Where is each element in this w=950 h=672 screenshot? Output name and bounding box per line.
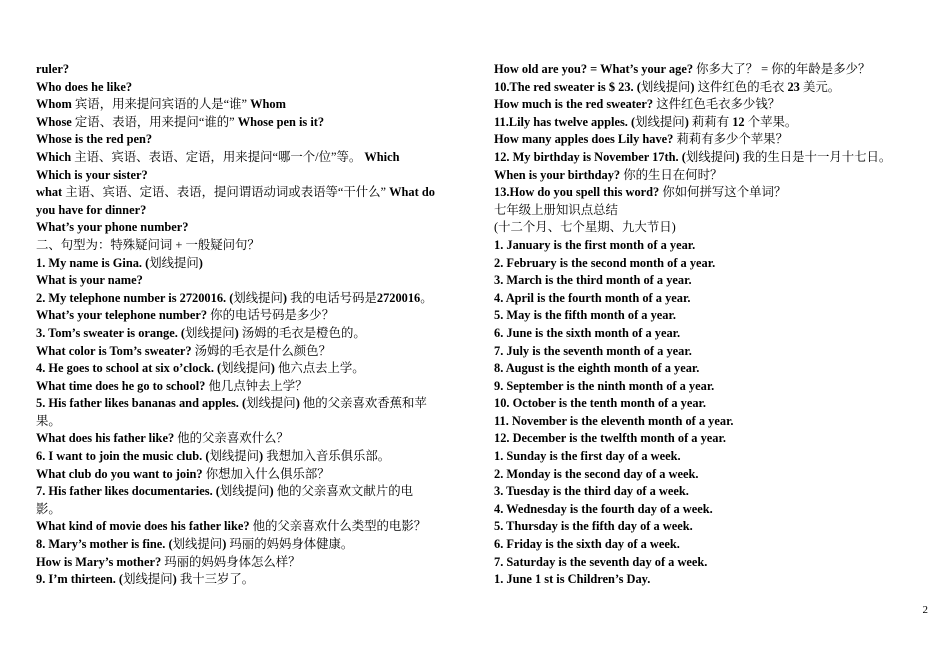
text-run: 我的电话号码是 [290, 290, 377, 305]
text-line [494, 96, 934, 114]
text-line [36, 378, 470, 396]
text-run: 6. June is the sixth month of a year. [494, 325, 681, 340]
text-run: 4. Wednesday is the fourth day of a week. [494, 501, 713, 516]
text-run: 划线提问 [685, 149, 736, 164]
text-line [36, 290, 470, 308]
text-line [36, 255, 470, 273]
text-line [36, 237, 470, 255]
text-run: 这件红色毛衣多少钱？ [653, 97, 781, 112]
text-run: 定语、表语，用来提问“谁的” [71, 114, 238, 129]
text-run: 10. October is the tenth month of a year. [494, 396, 707, 411]
text-run: 他六点去上学。 [277, 361, 365, 376]
text-run: 果。 [36, 413, 61, 428]
text-line [494, 343, 934, 361]
text-line [36, 360, 470, 378]
text-run: ) [234, 325, 242, 340]
text-line [494, 466, 934, 484]
text-run: 12. My birthday is November 17th. ( [494, 149, 686, 164]
text-line [36, 61, 470, 79]
text-run: 划线提问 [221, 361, 271, 376]
text-line [36, 202, 470, 220]
text-run: ) [295, 396, 303, 411]
text-run: Whose pen is it? [237, 114, 325, 129]
text-run: 2. My telephone number is 2720016. ( [36, 290, 234, 305]
text-line [36, 272, 470, 290]
text-run: 8. August is the eighth month of a year. [494, 361, 700, 376]
text-run: 划线提问 [246, 396, 296, 411]
text-run: When is your birthday? [494, 167, 621, 182]
text-line [36, 554, 470, 572]
text-run: 划线提问 [149, 255, 199, 270]
text-run: 主语、宾语、定语、表语，提问谓语动词或表语等“干什么” [62, 185, 390, 200]
text-line [494, 413, 934, 431]
text-run: 七年级上册知识点总结 [494, 202, 618, 217]
text-run: ) [269, 484, 277, 499]
text-run: 3. March is the third month of a year. [494, 273, 692, 288]
text-run: 1. January is the first month of a year. [494, 237, 696, 252]
text-run: 9. September is the ninth month of a year. [494, 378, 715, 393]
text-run: 宾语，用来提问宾语的人是“谁” [71, 97, 251, 112]
text-run: ) [172, 572, 180, 587]
text-run: 11.Lily has twelve apples. ( [494, 114, 636, 129]
text-line [494, 501, 934, 519]
left-column [36, 61, 470, 589]
text-run: 他的父亲喜欢香蕉和苹 [302, 396, 427, 411]
text-run: How is Mary’s mother? [36, 554, 162, 569]
text-run: 划线提问 [640, 79, 691, 94]
text-run: 玛丽的妈妈身体健康。 [229, 537, 354, 552]
text-run: 。 [420, 290, 433, 305]
text-line [494, 237, 934, 255]
text-run: What’s your phone number? [36, 220, 189, 235]
text-run: 我的生日是十一月十七日。 [742, 149, 892, 164]
text-run: ) [259, 449, 267, 464]
text-line [36, 413, 470, 431]
text-line [494, 167, 934, 185]
text-run: What color is Tom’s sweater? [36, 343, 192, 358]
text-line [494, 255, 934, 273]
text-run: 划线提问 [123, 572, 173, 587]
text-run: 莉莉有多少个苹果？ [673, 132, 788, 147]
text-run: 划线提问 [635, 114, 685, 129]
text-run: 汤姆的毛衣是什么颜色？ [191, 343, 331, 358]
text-line [494, 149, 934, 167]
text-run: 2. February is the second month of a year. [494, 255, 716, 270]
text-line [36, 466, 470, 484]
text-line [36, 131, 470, 149]
text-run: 9. I’m thirteen. ( [36, 572, 124, 587]
text-run: 划线提问 [185, 325, 235, 340]
text-run: ) [222, 537, 230, 552]
text-run: ) [270, 361, 278, 376]
text-line [494, 219, 934, 237]
text-run: 玛丽的妈妈身体怎么样？ [161, 554, 301, 569]
text-run: How many apples does Lily have? [494, 132, 674, 147]
text-run: 你的生日在何时？ [620, 167, 723, 182]
text-line [494, 554, 934, 572]
text-run: 1. My name is Gina. ( [36, 255, 150, 270]
text-run: 我十三岁了。 [179, 572, 255, 587]
text-run: 5. May is the fifth month of a year. [494, 308, 676, 323]
text-run: 他的父亲喜欢文献片的电 [276, 484, 413, 499]
text-line [494, 536, 934, 554]
text-run: 6. I want to join the music club. ( [36, 449, 210, 464]
text-run: 划线提问 [172, 537, 223, 552]
text-line [36, 448, 470, 466]
text-line [36, 343, 470, 361]
text-run: Who does he like? [36, 79, 133, 94]
text-run: 他的父亲喜欢什么类型的电影？ [249, 519, 427, 534]
text-run: 3. Tuesday is the third day of a week. [494, 484, 689, 499]
text-line [494, 79, 934, 97]
text-run: 1. June 1 st is Children’s Day. [494, 572, 651, 587]
text-run: 23 [787, 79, 800, 94]
text-run: 他的父亲喜欢什么？ [174, 431, 289, 446]
text-line [36, 149, 470, 167]
text-run: 我想加入音乐俱乐部。 [266, 449, 391, 464]
text-run: Whose [36, 114, 72, 129]
text-line [494, 483, 934, 501]
text-run: 影。 [36, 501, 61, 516]
text-line [36, 79, 470, 97]
text-line [494, 61, 934, 79]
text-run: 3. Tom’s sweater is orange. ( [36, 325, 186, 340]
text-line [36, 325, 470, 343]
text-run: What kind of movie does his father like? [36, 519, 250, 534]
text-run: Which [36, 149, 72, 164]
text-run: Whose is the red pen? [36, 132, 153, 147]
text-run: 7. July is the seventh month of a year. [494, 343, 692, 358]
text-run: 划线提问 [209, 449, 260, 464]
text-run: 5. His father likes bananas and apples. ( [36, 396, 247, 411]
text-line [494, 518, 934, 536]
text-run: Whom [250, 97, 286, 112]
text-line [494, 395, 934, 413]
text-run: 主语、宾语、表语、定语，用来提问“哪一个/位”等。 [71, 149, 365, 164]
text-line [494, 448, 934, 466]
text-run: 11. November is the eleventh month of a year. [494, 413, 734, 428]
text-run: What time does he go to school? [36, 378, 206, 393]
text-run: How much is the red sweater? [494, 97, 654, 112]
text-line [494, 184, 934, 202]
text-line [36, 184, 470, 202]
text-line [494, 272, 934, 290]
text-run: 你多大了？ = 你的年龄是多少？ [693, 62, 871, 76]
text-line [494, 360, 934, 378]
text-run: 这件红色的毛衣 [697, 79, 788, 94]
text-run: ) [282, 290, 291, 305]
text-line [494, 430, 934, 448]
text-run: 7. His father likes documentaries. ( [36, 484, 220, 499]
text-run: 13.How do you spell this word? [494, 185, 660, 200]
text-run: ) [198, 255, 203, 270]
text-line [36, 395, 470, 413]
text-run: How old are you? = What’s your age? [494, 62, 694, 76]
text-run: 他几点钟去上学？ [205, 378, 308, 393]
text-run: ) [684, 114, 692, 129]
text-line [36, 571, 470, 589]
text-line [36, 114, 470, 132]
text-run: Which is your sister? [36, 167, 148, 182]
text-line [36, 96, 470, 114]
text-run: (十二个月、七个星期、九大节日) [494, 220, 676, 235]
text-run: 二、句型为：特殊疑问词 + 一般疑问句？ [36, 237, 260, 252]
text-line [36, 483, 470, 501]
text-run: 12. December is the twelfth month of a year. [494, 431, 726, 446]
text-line [494, 378, 934, 396]
text-run: 2. Monday is the second day of a week. [494, 466, 699, 481]
text-line [36, 536, 470, 554]
text-run: 划线提问 [233, 290, 283, 305]
text-run: 划线提问 [219, 484, 270, 499]
text-line [494, 325, 934, 343]
text-run: What does his father like? [36, 431, 175, 446]
text-line [494, 307, 934, 325]
text-run: 4. April is the fourth month of a year. [494, 290, 691, 305]
text-run: 7. Saturday is the seventh day of a week. [494, 554, 708, 569]
text-run: 12 [732, 114, 745, 129]
text-line [494, 202, 934, 220]
text-line [36, 219, 470, 237]
text-run: 4. He goes to school at six o’clock. ( [36, 361, 222, 376]
text-run: Which [364, 149, 400, 164]
text-run: 莉莉有 [691, 114, 733, 129]
text-run: 5. Thursday is the fifth day of a week. [494, 519, 693, 534]
text-line [494, 571, 934, 589]
text-line [494, 290, 934, 308]
text-run: you have for dinner? [36, 202, 147, 217]
text-run: What club do you want to join? [36, 466, 203, 481]
text-run: What’s your telephone number? [36, 308, 208, 323]
right-column [494, 61, 934, 589]
text-line [36, 518, 470, 536]
text-line [494, 114, 934, 132]
text-run: 你想加入什么俱乐部？ [202, 466, 330, 481]
text-run: 汤姆的毛衣是橙色的。 [241, 325, 366, 340]
text-run: 1. Sunday is the first day of a week. [494, 449, 681, 464]
text-line [36, 501, 470, 519]
text-run: ) [690, 79, 698, 94]
text-line [36, 430, 470, 448]
text-line [494, 131, 934, 149]
text-run: what [36, 185, 63, 200]
text-run: 个苹果。 [744, 114, 798, 129]
text-run: ruler? [36, 62, 70, 76]
text-run: What do [389, 185, 435, 200]
text-line [36, 167, 470, 185]
text-run: 美元。 [799, 79, 841, 94]
text-run: What is your name? [36, 273, 143, 288]
page-number: 2 [922, 604, 928, 616]
text-run: 10.The red sweater is $ 23. ( [494, 79, 641, 94]
text-run: Whom [36, 97, 72, 112]
text-run: 你如何拼写这个单词？ [659, 185, 787, 200]
text-run: 你的电话号码是多少？ [207, 308, 335, 323]
text-run: 8. Mary’s mother is fine. ( [36, 537, 173, 552]
text-run: ) [735, 149, 743, 164]
text-line [36, 307, 470, 325]
text-run: 6. Friday is the sixth day of a week. [494, 537, 680, 552]
text-run: 2720016 [376, 290, 421, 305]
